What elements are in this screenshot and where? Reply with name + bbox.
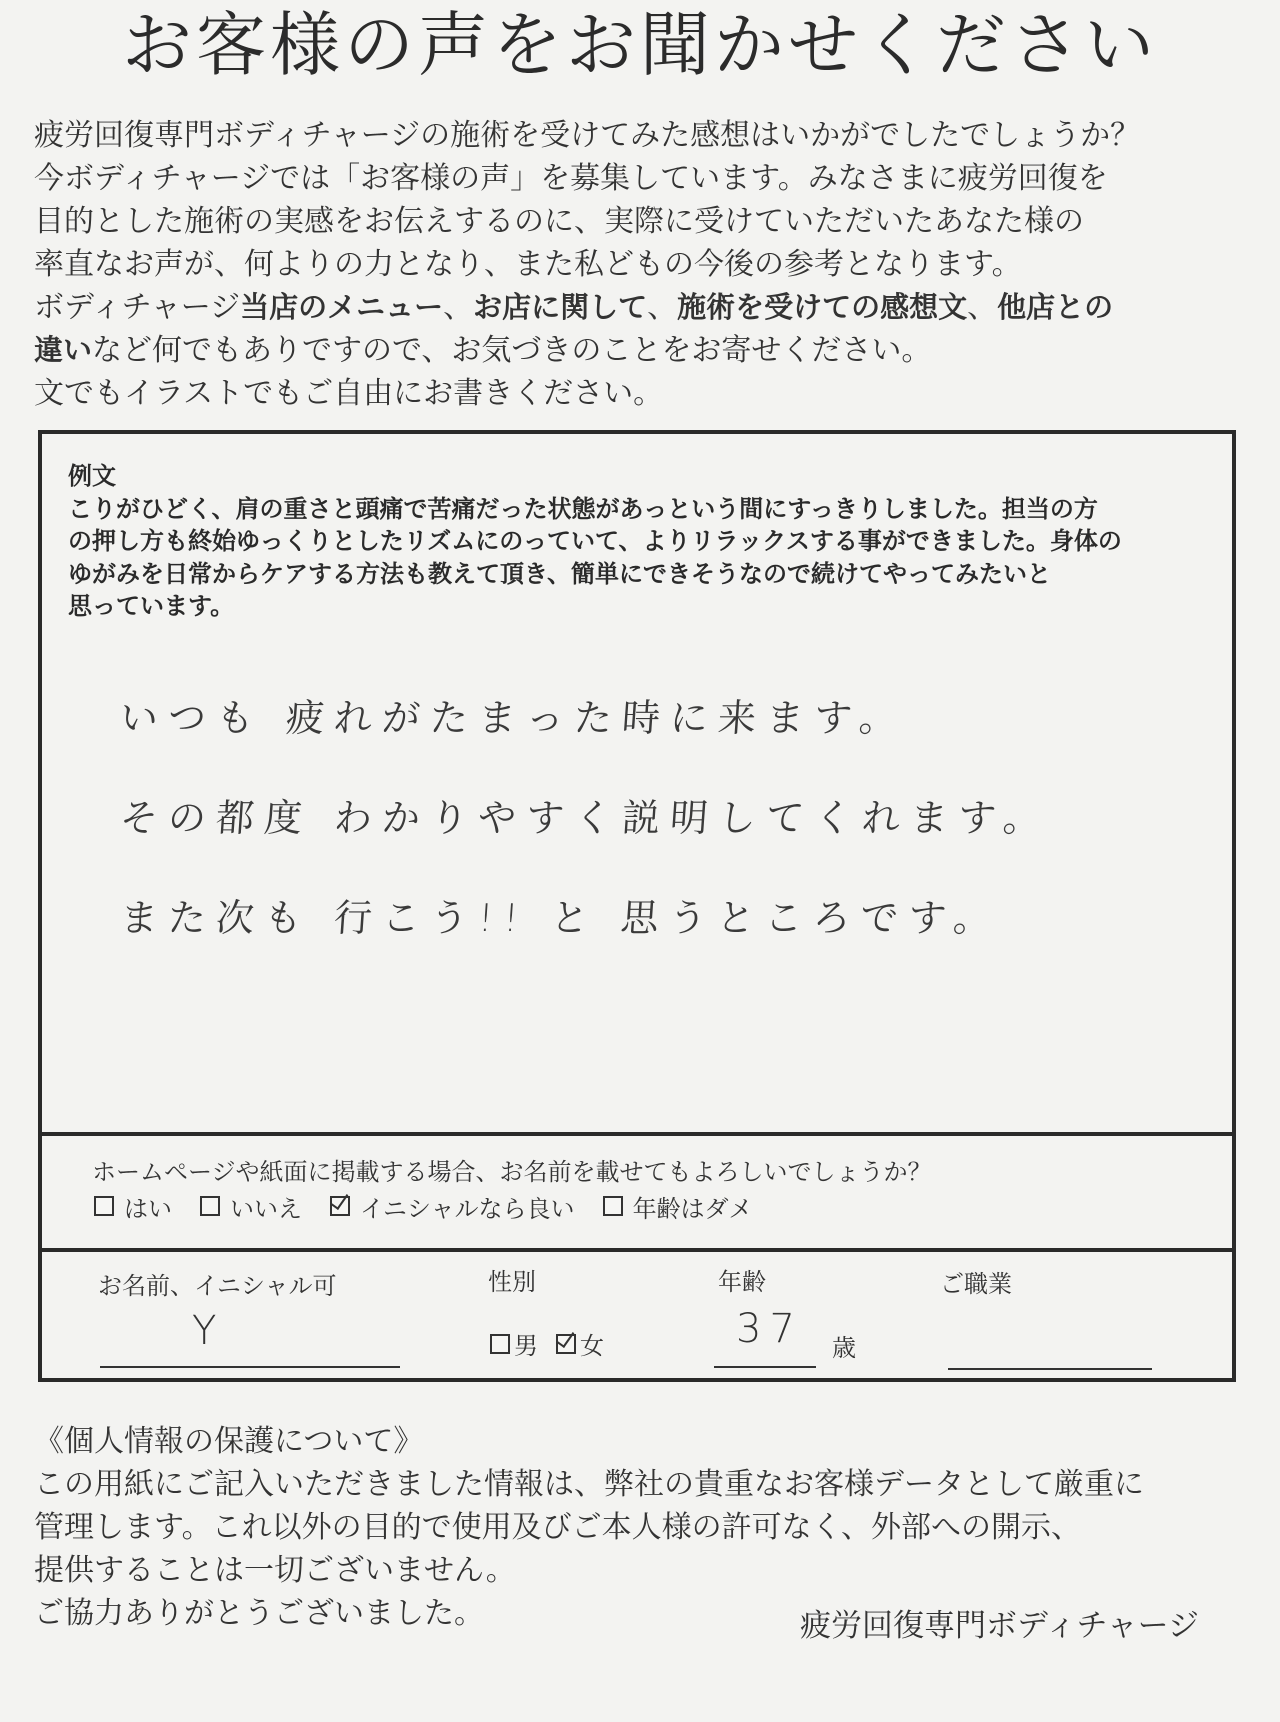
privacy-line: この用紙にご記入いただきました情報は、弊社の貴重なお客様データとして厳重に xyxy=(34,1467,1144,1502)
option-label: 年齢はダメ xyxy=(632,1194,753,1223)
gender-label: 性別 xyxy=(488,1268,536,1296)
example-text xyxy=(68,460,1208,623)
intro-line xyxy=(34,329,1249,372)
intro-text xyxy=(34,114,1249,415)
gender-male-option[interactable] xyxy=(490,1326,538,1361)
intro-line: 目的とした施術の実感をお伝えするのに、実際に受けていただいたあなた様の xyxy=(34,204,1084,239)
age-unit: 歳 xyxy=(832,1334,856,1362)
option-no-age[interactable] xyxy=(603,1189,753,1224)
intro-bold-other-shops: 他店との xyxy=(997,290,1114,324)
example-line: ゆがみを日常からケアする方法も教えて頂き、簡単にできそうなので続けてやってみたいと xyxy=(68,559,1052,588)
example-line: の押し方も終始ゆっくりとしたリズムにのっていて、よりリラックスする事ができました。身体の xyxy=(68,527,1122,555)
permission-question: ホームページや紙面に掲載する場合、お名前を載せてもよろしいでしょうか？ xyxy=(92,1158,932,1186)
intro-text-run: 、 xyxy=(647,290,678,325)
option-label: はい xyxy=(124,1194,172,1223)
name-value[interactable]: Y xyxy=(192,1308,217,1354)
section-divider xyxy=(42,1132,1232,1136)
gender-female-option[interactable] xyxy=(556,1326,604,1361)
age-label: 年齢 xyxy=(718,1268,766,1296)
age-value[interactable]: 37 xyxy=(736,1306,803,1352)
checked-checkbox-icon[interactable] xyxy=(556,1334,576,1354)
option-yes[interactable] xyxy=(94,1189,172,1224)
name-underline xyxy=(100,1366,400,1368)
intro-line: 文でもイラストでもご自由にお書きください。 xyxy=(34,376,664,411)
company-name: 疲労回復専門ボディチャージ xyxy=(800,1608,1199,1644)
age-underline xyxy=(714,1366,816,1368)
option-label: イニシャルなら良い xyxy=(360,1194,575,1223)
intro-line: 今ボディチャージでは「お客様の声」を募集しています。みなさまに疲労回復を xyxy=(34,161,1108,196)
gender-option-label: 男 xyxy=(514,1332,538,1360)
checkbox-icon[interactable] xyxy=(94,1196,114,1216)
intro-text-run: など何でもありですので、お気づきのことをお寄せください。 xyxy=(92,333,932,368)
checkbox-icon[interactable] xyxy=(200,1196,220,1216)
checkbox-icon[interactable] xyxy=(603,1196,623,1216)
intro-line: 疲労回復専門ボディチャージの施術を受けてみた感想はいかがでしたでしょうか？ xyxy=(34,118,1141,153)
intro-line xyxy=(34,286,1249,329)
privacy-line: 管理します。これ以外の目的で使用及びご本人様の許可なく、外部への開示、 xyxy=(34,1510,1081,1545)
thanks-line: ご協力ありがとうございました。 xyxy=(34,1596,484,1631)
checked-checkbox-icon[interactable] xyxy=(330,1196,350,1216)
option-no[interactable] xyxy=(200,1189,302,1224)
intro-bold-menu: 当店のメニュー xyxy=(240,290,444,324)
privacy-line: 提供することは一切ございません。 xyxy=(34,1553,516,1588)
section-divider xyxy=(42,1248,1232,1252)
handwritten-comment xyxy=(120,668,1170,968)
option-initials-ok[interactable] xyxy=(330,1189,575,1224)
intro-text-run: 、 xyxy=(967,290,998,325)
name-label: お名前、イニシャル可 xyxy=(98,1272,337,1300)
occupation-label: ご職業 xyxy=(940,1270,1012,1298)
handwritten-line: また次も 行こう!! と 思うところです。 xyxy=(118,896,1003,940)
intro-bold-difference: 違い xyxy=(34,333,93,367)
option-label: いいえ xyxy=(230,1194,302,1223)
handwritten-line: その都度 わかりやすく説明してくれます。 xyxy=(118,796,1053,840)
gender-option-label: 女 xyxy=(580,1332,604,1360)
example-line: こりがひどく、肩の重さと頭痛で苦痛だった状態があっという間にすっきりしました。担当の方 xyxy=(68,494,1098,523)
gender-options xyxy=(490,1326,622,1361)
permission-options xyxy=(94,1188,781,1224)
intro-bold-shop: お店に関して xyxy=(473,290,648,324)
handwritten-line: いつも 疲れがたまった時に来ます。 xyxy=(118,696,909,740)
privacy-heading: 《個人情報の保護について》 xyxy=(34,1424,424,1459)
form-title: お客様の声をお聞かせください xyxy=(122,4,1158,86)
checkbox-icon[interactable] xyxy=(490,1334,510,1354)
intro-text-run: 、 xyxy=(443,290,474,325)
example-line: 思っています。 xyxy=(68,592,235,620)
example-label: 例文 xyxy=(68,462,116,490)
occupation-underline xyxy=(948,1368,1152,1370)
intro-text-run: ボディチャージ xyxy=(34,290,241,325)
intro-line: 率直なお声が、何よりの力となり、また私どもの今後の参考となります。 xyxy=(34,247,1022,282)
intro-bold-impression: 施術を受けての感想文 xyxy=(677,290,968,324)
